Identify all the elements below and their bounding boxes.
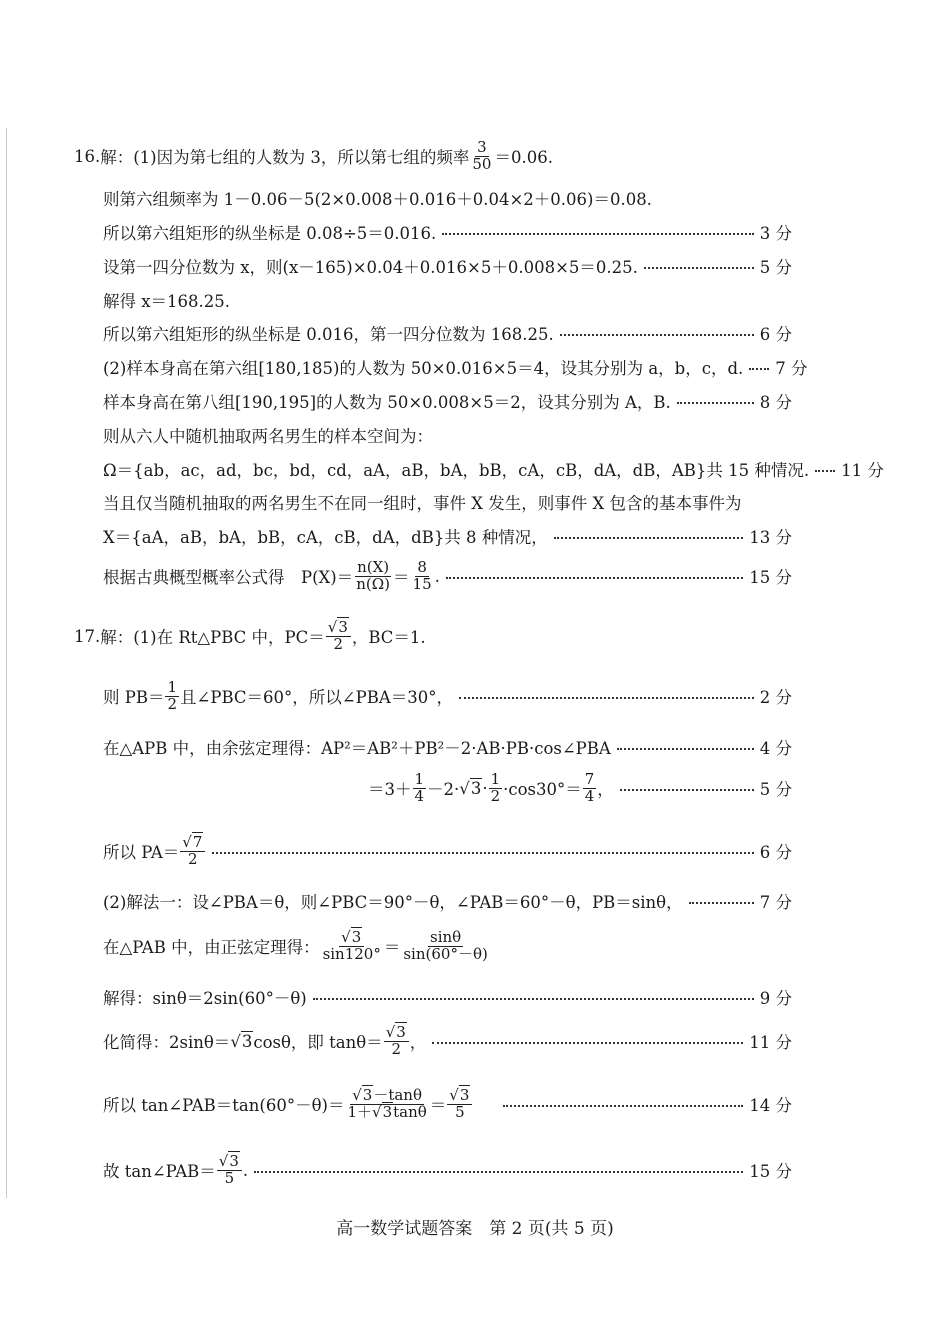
- fraction: $\frac{√7}{2}$: [180, 835, 205, 868]
- p17-text-9c: ，: [409, 1033, 427, 1053]
- p17-text-1a: 解：(1)在 Rt△PBC 中，PC＝: [100, 628, 325, 648]
- page-edge-line: [6, 128, 7, 1198]
- p16-text-11: 当且仅当随机抽取的两名男生不在同一组时，事件 X 发生，则事件 X 包含的基本事件为: [103, 494, 742, 513]
- score-label: 7 分: [759, 893, 792, 912]
- p17-text-6: (2)解法一：设∠PBA＝θ，则∠PBC＝90°－θ，∠PAB＝60°－θ，PB＝sinθ，: [103, 893, 683, 912]
- p16-text-2: 则第六组频率为 1－0.06－5(2×0.008＋0.016＋0.04×2＋0.06)＝0.08.: [103, 190, 652, 209]
- sqrt-expr: √3: [459, 778, 482, 798]
- score-label: 3 分: [759, 224, 792, 243]
- p17-line-5: [103, 835, 792, 868]
- score-label: 11 分: [749, 1033, 792, 1053]
- fraction: $\frac{3}{50}$: [472, 138, 492, 173]
- sqrt-expr: √3: [230, 1031, 253, 1051]
- fraction: $\frac{√3}{5}$: [447, 1088, 472, 1121]
- score-label: 13 分: [749, 528, 792, 547]
- dot-leader: [503, 1105, 743, 1107]
- p17-text-11b: .: [242, 1160, 249, 1180]
- dot-leader: [815, 470, 835, 472]
- score-label: 9 分: [759, 989, 792, 1008]
- dot-leader: [254, 1171, 743, 1173]
- p16-line-13: [103, 560, 792, 593]
- score-label: 11 分: [841, 461, 884, 480]
- p17-line-3: [103, 735, 792, 759]
- fraction: $\frac{√3}{\sin 120^\circ}$: [322, 928, 381, 963]
- dot-leader: [313, 998, 754, 1000]
- p17-line-9: [103, 1025, 792, 1058]
- dot-leader: [459, 697, 754, 699]
- fraction: $\frac{√3}{2}$: [384, 1025, 409, 1058]
- p17-text-2a: 则 PB＝: [103, 688, 165, 708]
- p16-text-6: 所以第六组矩形的纵坐标是 0.016，第一四分位数为 168.25.: [103, 325, 554, 344]
- dot-leader: [432, 1042, 743, 1044]
- fraction: $\frac{1}{2}$: [490, 770, 501, 805]
- p16-line-10: [103, 457, 884, 481]
- p17-text-1b: ，BC＝1.: [351, 628, 426, 648]
- p17-line-8: [103, 985, 792, 1009]
- score-label: 6 分: [759, 325, 792, 344]
- score-label: 5 分: [759, 258, 792, 277]
- p17-text-5a: 所以 PA＝: [103, 843, 180, 863]
- p17-text-7a: 在△PAB 中，由正弦定理得：: [103, 938, 320, 958]
- dot-leader: [560, 334, 754, 336]
- p17-text-4c: ·: [482, 778, 488, 798]
- p17-text-4b: －2·: [427, 780, 460, 800]
- fraction: $\frac{√3-\tan\theta}{1+√3\tan\theta}$: [347, 1086, 427, 1121]
- p16-text-12: X＝{aA，aB，bA，bB，cA，cB，dA，dB}共 8 种情况，: [103, 528, 548, 547]
- p16-line-5: [103, 288, 230, 312]
- fraction: $\frac{√3}{2}$: [326, 620, 351, 653]
- problem-number: 16.: [74, 146, 101, 166]
- p16-line-2: [103, 186, 652, 210]
- p16-text-7: (2)样本身高在第六组[180,185)的人数为 50×0.016×5＝4，设其分别为 a，b，c，d.: [103, 359, 744, 378]
- p17-text-10a: 所以 tan∠PAB＝tan(60°－θ)＝: [103, 1096, 345, 1116]
- p16-line-8: [103, 389, 792, 413]
- p16-line-3: [103, 220, 792, 244]
- p16-text-9: 则从六人中随机抽取两名男生的样本空间为：: [103, 427, 433, 446]
- p17-line-6: [103, 889, 792, 913]
- p17-line-2: [103, 680, 792, 713]
- p17-text-9a: 化简得：2sinθ＝: [103, 1033, 231, 1053]
- dot-leader: [644, 267, 754, 269]
- score-label: 2 分: [759, 688, 792, 708]
- score-label: 8 分: [759, 393, 792, 412]
- fraction: $\frac{n(X)}{n(\Omega)}$: [356, 558, 391, 593]
- fraction: $\frac{7}{4}$: [584, 770, 595, 805]
- p16-text-5: 解得 x＝168.25.: [103, 292, 231, 311]
- equals-sign: ＝: [393, 568, 410, 588]
- p17-text-2b: 且∠PBC＝60°，所以∠PBA＝30°，: [180, 688, 453, 708]
- dot-leader: [446, 577, 743, 579]
- equals-sign: ＝: [429, 1096, 447, 1116]
- score-label: 15 分: [749, 568, 792, 588]
- p17-text-4a: ＝3＋: [368, 780, 412, 800]
- p17-text-11a: 故 tan∠PAB＝: [103, 1162, 216, 1182]
- score-label: 7 分: [775, 359, 808, 378]
- p17-text-3: 在△APB 中，由余弦定理得：AP²＝AB²＋PB²－2·AB·PB·cos∠PBA: [103, 739, 611, 758]
- p16-text-1b: ＝0.06.: [494, 148, 553, 168]
- p16-text-1a: 解：(1)因为第七组的人数为 3，所以第七组的频率: [100, 148, 470, 168]
- dot-leader: [442, 233, 753, 235]
- problem-number: 17.: [74, 626, 101, 646]
- p16-text-8: 样本身高在第八组[190,195]的人数为 50×0.008×5＝2，设其分别为 A，B.: [103, 393, 671, 412]
- p17-text-8: 解得：sinθ＝2sin(60°－θ): [103, 989, 307, 1008]
- dot-leader: [677, 402, 754, 404]
- fraction: $\frac{\sin\theta}{\sin(60^\circ-\theta)}$: [403, 928, 488, 963]
- score-label: 15 分: [749, 1162, 792, 1182]
- fraction: $\frac{1}{2}$: [167, 678, 178, 713]
- dot-leader: [749, 368, 769, 370]
- dot-leader: [620, 789, 754, 791]
- score-label: 14 分: [749, 1096, 792, 1116]
- score-label: 5 分: [759, 780, 792, 800]
- dot-leader: [617, 748, 754, 750]
- fraction: $\frac{1}{4}$: [414, 770, 425, 805]
- p16-text-13b: .: [434, 566, 440, 586]
- p16-line-7: [103, 355, 808, 379]
- p17-text-4d: ·cos30°＝: [503, 780, 582, 800]
- dot-leader: [212, 852, 753, 854]
- page-footer: 高一数学试题答案 第 2 页(共 5 页): [336, 1219, 614, 1239]
- p17-line-11: [103, 1154, 792, 1187]
- p17-line-4: [368, 772, 792, 805]
- p16-line-9: [103, 423, 433, 447]
- p16-line-4: [103, 254, 792, 278]
- p16-text-4: 设第一四分位数为 x，则(x－165)×0.04＋0.016×5＋0.008×5＝0.25.: [103, 258, 638, 277]
- p17-line-7: [103, 930, 491, 963]
- dot-leader: [554, 537, 743, 539]
- p17-line-10: [103, 1088, 792, 1121]
- p17-line-1: [74, 620, 426, 653]
- p16-text-10: Ω＝{ab，ac，ad，bc，bd，cd，aA，aB，bA，bB，cA，cB，dA，dB，AB}共 15 种情况.: [103, 461, 810, 480]
- p16-text-3: 所以第六组矩形的纵坐标是 0.08÷5＝0.016.: [103, 224, 437, 243]
- score-label: 6 分: [759, 843, 792, 863]
- p16-line-12: [103, 524, 792, 548]
- fraction: $\frac{8}{15}$: [412, 558, 432, 593]
- p16-line-6: [103, 321, 792, 345]
- p16-text-13a: 根据古典概型概率公式得 P(X)＝: [103, 568, 354, 588]
- equals-sign: ＝: [383, 938, 401, 958]
- score-label: 4 分: [759, 739, 792, 758]
- p17-text-9b: cosθ，即 tanθ＝: [253, 1033, 383, 1053]
- p16-line-11: [103, 490, 741, 514]
- fraction: $\frac{√3}{5}$: [217, 1154, 242, 1187]
- p17-text-4e: ，: [597, 780, 614, 800]
- dot-leader: [689, 902, 754, 904]
- p16-line-1: [74, 140, 553, 173]
